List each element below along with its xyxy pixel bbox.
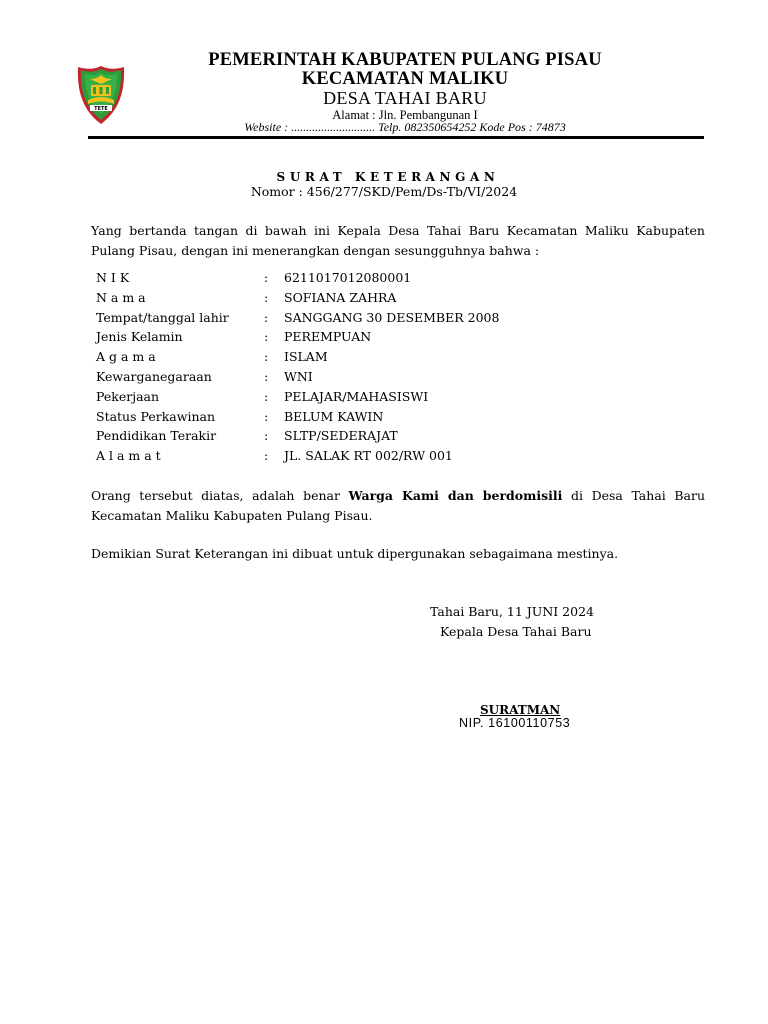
field-label: N a m a (96, 289, 146, 305)
field-value: ISLAM (284, 349, 328, 365)
signatory-nip: NIP. 16100110753 (459, 716, 571, 730)
field-value: JL. SALAK RT 002/RW 001 (284, 448, 453, 464)
field-separator: : (264, 349, 269, 365)
field-separator: : (264, 428, 269, 444)
field-separator: : (264, 448, 269, 464)
field-separator: : (264, 388, 269, 404)
field-value: WNI (284, 368, 313, 384)
letterhead-divider (88, 136, 704, 139)
field-value: SLTP/SEDERAJAT (284, 428, 398, 444)
field-label: Kewarganegaraan (96, 368, 212, 384)
field-separator: : (264, 329, 269, 345)
field-separator: : (264, 309, 269, 325)
field-label: N I K (96, 270, 130, 285)
field-separator: : (264, 289, 269, 305)
field-value: PEREMPUAN (284, 329, 372, 345)
letterhead-district: KECAMATAN MALIKU (301, 69, 509, 89)
letterhead-address: Alamat : Jln. Pembangunan I (332, 108, 478, 122)
statement-text-before: Orang tersebut diatas, adalah benar (91, 488, 349, 503)
intro-paragraph: Yang bertanda tangan di bawah ini Kepala Desa Tahai Baru Kecamatan Maliku Kabupaten Pulang Pisau, dengan ini menerangkan dengan sesungguhnya bahwa : (91, 223, 705, 258)
field-label: A g a m a (96, 349, 156, 365)
field-separator: : (264, 270, 269, 285)
field-label: Pekerjaan (96, 388, 160, 404)
signature-place-date: Tahai Baru, 11 JUNI 2024 (430, 604, 594, 619)
district-emblem-icon (76, 64, 126, 126)
field-label: Jenis Kelamin (96, 329, 183, 345)
statement-emphasis: Warga Kami dan berdomisili (348, 488, 563, 503)
letter-number: Nomor : 456/277/SKD/Pem/Ds-Tb/VI/2024 (250, 184, 518, 199)
field-value: PELAJAR/MAHASISWI (284, 388, 429, 404)
field-value: SOFIANA ZAHRA (284, 289, 397, 305)
closing-paragraph: Demikian Surat Keterangan ini dibuat untuk dipergunakan sebagaimana mestinya. (91, 546, 619, 561)
signatory-name: SURATMAN (480, 703, 561, 717)
field-value: BELUM KAWIN (284, 408, 384, 424)
field-value: SANGGANG 30 DESEMBER 2008 (284, 309, 500, 325)
field-separator: : (264, 408, 269, 424)
letterhead-regency: PEMERINTAH KABUPATEN PULANG PISAU (208, 50, 602, 70)
letter-title: SURAT KETERANGAN (276, 170, 500, 184)
field-value: 6211017012080001 (284, 270, 412, 285)
field-label: Status Perkawinan (96, 408, 216, 424)
field-label: Tempat/tanggal lahir (96, 309, 229, 325)
statement-text-after: di Desa Tahai Baru Kecamatan Maliku Kabupaten Pulang Pisau. (91, 488, 706, 523)
letterhead-village: DESA TAHAI BARU (323, 88, 487, 108)
signature-position: Kepala Desa Tahai Baru (440, 624, 592, 639)
letterhead-contact: Website : ............................ Telp. 082350654252 Kode Pos : 74873 (244, 120, 566, 134)
emblem-motto: TETE (94, 106, 108, 112)
field-separator: : (264, 368, 269, 384)
statement-paragraph (91, 486, 705, 526)
field-label: A l a m a t (96, 448, 161, 464)
field-label: Pendidikan Terakir (96, 428, 217, 444)
